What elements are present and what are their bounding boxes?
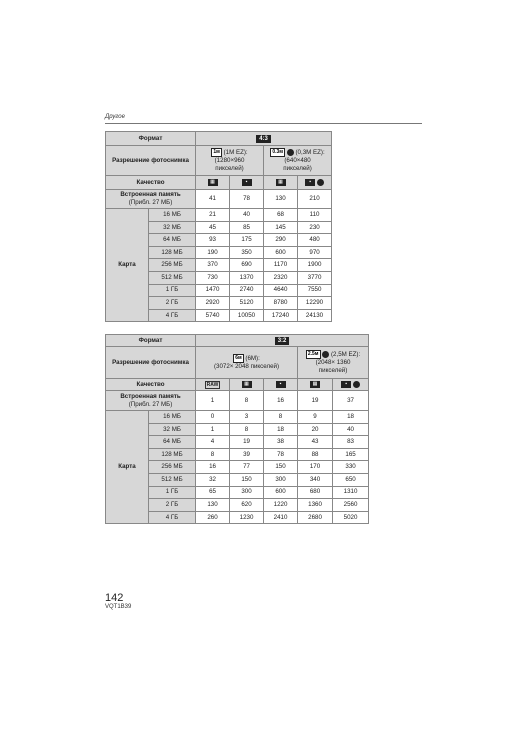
table-cell: 4 <box>196 436 230 449</box>
table-cell: 40 <box>230 209 264 222</box>
table-cell: 150 <box>230 473 264 486</box>
table-cell: 1370 <box>230 271 264 284</box>
table-cell: 2560 <box>333 499 369 512</box>
quality-raw-cell <box>196 379 230 391</box>
table-cell: 78 <box>264 448 298 461</box>
quality-fine-icon: ▦ <box>276 179 286 186</box>
table-cell: 0 <box>196 411 230 424</box>
table-cell: 83 <box>333 436 369 449</box>
res-1m-badge: 1м <box>213 149 220 156</box>
res-6m-badge: 6м <box>235 355 242 362</box>
resolution-1m-cell <box>196 146 264 176</box>
table-cell: 18 <box>264 423 298 436</box>
table-cell: 39 <box>230 448 264 461</box>
builtin-value: 130 <box>264 190 298 209</box>
builtin-value: 210 <box>298 190 332 209</box>
quality-label: Качество <box>106 379 196 391</box>
quality-standard-ez-cell <box>298 176 332 190</box>
table-cell: 77 <box>230 461 264 474</box>
res-03m-text: (0,3M EZ): <box>295 149 325 157</box>
ez-icon <box>317 179 324 186</box>
res-6m-text: (6M): <box>245 355 260 363</box>
card-size: 2 ГБ <box>149 297 196 310</box>
quality-fine-icon: ▦ <box>208 179 218 186</box>
table-cell: 20 <box>298 423 333 436</box>
table-cell: 260 <box>196 511 230 524</box>
header-rule <box>105 123 422 124</box>
quality-fine-cell <box>196 176 230 190</box>
table-cell: 350 <box>230 246 264 259</box>
format-value: 3:2 <box>275 337 290 345</box>
card-label: Карта <box>106 411 149 524</box>
table-cell: 1230 <box>230 511 264 524</box>
card-size: 1 ГБ <box>149 486 196 499</box>
card-size: 512 МБ <box>149 473 196 486</box>
card-size: 16 МБ <box>149 209 196 222</box>
builtin-memory-cell <box>106 391 196 411</box>
card-size: 16 МБ <box>149 411 196 424</box>
table-cell: 16 <box>196 461 230 474</box>
format-value-cell <box>196 132 332 146</box>
quality-fine-icon: ▦ <box>310 381 320 388</box>
card-size: 256 МБ <box>149 259 196 272</box>
table-cell: 4640 <box>264 284 298 297</box>
ez-icon <box>353 381 360 388</box>
table-cell: 43 <box>298 436 333 449</box>
card-size: 32 МБ <box>149 423 196 436</box>
resolution-label: Разрешение фотоснимка <box>106 146 196 176</box>
resolution-label: Разрешение фотоснимка <box>106 347 196 379</box>
table-cell: 290 <box>264 234 298 247</box>
builtin-value: 19 <box>298 391 333 411</box>
builtin-value: 1 <box>196 391 230 411</box>
card-size: 4 ГБ <box>149 511 196 524</box>
builtin-value: 37 <box>333 391 369 411</box>
card-label: Карта <box>106 209 149 322</box>
quality-standard-cell <box>264 379 298 391</box>
table-cell: 1220 <box>264 499 298 512</box>
table-cell: 370 <box>196 259 230 272</box>
resolution-03m-cell <box>264 146 332 176</box>
quality-fine-cell-2 <box>298 379 333 391</box>
card-rows-table2 <box>106 411 369 524</box>
page-number: 142 <box>105 592 124 604</box>
format-label: Формат <box>106 132 196 146</box>
table-cell: 38 <box>264 436 298 449</box>
table-cell: 690 <box>230 259 264 272</box>
res-1m-text: (1M EZ): <box>223 149 248 157</box>
quality-standard-icon: ▪ <box>242 179 252 186</box>
table-cell: 5020 <box>333 511 369 524</box>
table-cell: 9 <box>298 411 333 424</box>
table-cell: 2740 <box>230 284 264 297</box>
quality-standard-icon: ▪ <box>341 381 351 388</box>
table-cell: 7550 <box>298 284 332 297</box>
table-cell: 24130 <box>298 309 332 322</box>
table-cell: 18 <box>333 411 369 424</box>
table-cell: 5120 <box>230 297 264 310</box>
table-cell: 650 <box>333 473 369 486</box>
table-cell: 110 <box>298 209 332 222</box>
format-label: Формат <box>106 335 196 347</box>
table-cell: 145 <box>264 221 298 234</box>
builtin-value: 8 <box>230 391 264 411</box>
table-cell: 85 <box>230 221 264 234</box>
format-value-cell <box>196 335 369 347</box>
table-cell: 600 <box>264 246 298 259</box>
table-cell: 620 <box>230 499 264 512</box>
builtin-memory-sub: (Прибл. 27 МБ) <box>128 400 173 408</box>
table-cell: 19 <box>230 436 264 449</box>
table-cell: 3770 <box>298 271 332 284</box>
table-cell: 300 <box>230 486 264 499</box>
capacity-table-4-3 <box>105 131 332 322</box>
table-cell: 68 <box>264 209 298 222</box>
table-cell: 165 <box>333 448 369 461</box>
resolution-6m-cell <box>196 347 298 379</box>
table-cell: 3 <box>230 411 264 424</box>
card-size: 1 ГБ <box>149 284 196 297</box>
table-cell: 170 <box>298 461 333 474</box>
card-size: 4 ГБ <box>149 309 196 322</box>
table-cell: 65 <box>196 486 230 499</box>
table-cell: 40 <box>333 423 369 436</box>
table-cell: 300 <box>264 473 298 486</box>
table-cell: 480 <box>298 234 332 247</box>
builtin-memory-label: Встроенная память <box>120 392 181 400</box>
table-cell: 970 <box>298 246 332 259</box>
res-1m-dims: (1280×960 <box>214 157 245 165</box>
card-size: 128 МБ <box>149 246 196 259</box>
card-rows-table1 <box>106 209 332 322</box>
table-cell: 1470 <box>196 284 230 297</box>
res-03m-dims: (640×480 <box>284 157 311 165</box>
table-cell: 1360 <box>298 499 333 512</box>
table-cell: 1 <box>196 423 230 436</box>
table-cell: 12290 <box>298 297 332 310</box>
table-cell: 10050 <box>230 309 264 322</box>
res-25m-badge: 2.5м <box>307 351 319 358</box>
builtin-value: 41 <box>196 190 230 209</box>
quality-label: Качество <box>106 176 196 190</box>
table-cell: 2680 <box>298 511 333 524</box>
format-value: 4:3 <box>256 135 271 143</box>
table-cell: 2320 <box>264 271 298 284</box>
table-cell: 2410 <box>264 511 298 524</box>
table-cell: 340 <box>298 473 333 486</box>
res-03m-badge: 0.3м <box>272 149 284 156</box>
table-cell: 680 <box>298 486 333 499</box>
builtin-memory-sub: (Прибл. 27 МБ) <box>128 199 173 206</box>
table-cell: 88 <box>298 448 333 461</box>
card-size: 2 ГБ <box>149 499 196 512</box>
card-size: 256 МБ <box>149 461 196 474</box>
table-cell: 175 <box>230 234 264 247</box>
capacity-table-3-2 <box>105 334 369 524</box>
res-1m-unit: пикселей) <box>215 165 244 172</box>
res-25m-dims: (2048× 1360 <box>315 359 351 367</box>
quality-standard-ez-cell <box>333 379 369 391</box>
table-cell: 190 <box>196 246 230 259</box>
table-cell: 21 <box>196 209 230 222</box>
table-cell: 5740 <box>196 309 230 322</box>
quality-fine-cell-2 <box>264 176 298 190</box>
ez-icon <box>322 351 329 358</box>
res-6m-dims: (3072× 2048 пикселей) <box>213 363 280 371</box>
table-cell: 93 <box>196 234 230 247</box>
quality-fine-cell <box>230 379 264 391</box>
table-cell: 8780 <box>264 297 298 310</box>
res-25m-unit: пикселей) <box>318 367 348 374</box>
table-cell: 45 <box>196 221 230 234</box>
table-cell: 8 <box>264 411 298 424</box>
table-cell: 2920 <box>196 297 230 310</box>
table-cell: 150 <box>264 461 298 474</box>
card-size: 128 МБ <box>149 448 196 461</box>
builtin-memory-label: Встроенная память <box>120 191 181 199</box>
quality-standard-icon: ▪ <box>305 179 315 186</box>
res-03m-unit: пикселей) <box>283 165 312 172</box>
builtin-memory-cell <box>106 190 196 209</box>
card-size: 512 МБ <box>149 271 196 284</box>
table-cell: 1310 <box>333 486 369 499</box>
quality-raw-icon: RAW <box>206 381 219 388</box>
table-cell: 17240 <box>264 309 298 322</box>
quality-fine-icon: ▦ <box>242 381 252 388</box>
table-cell: 1900 <box>298 259 332 272</box>
res-25m-text: (2,5M EZ): <box>330 351 361 359</box>
section-label: Другое <box>105 114 125 120</box>
card-size: 64 МБ <box>149 234 196 247</box>
quality-standard-cell <box>230 176 264 190</box>
card-size: 64 МБ <box>149 436 196 449</box>
ez-icon <box>287 149 294 156</box>
builtin-value: 16 <box>264 391 298 411</box>
table-cell: 600 <box>264 486 298 499</box>
table-cell: 230 <box>298 221 332 234</box>
table-cell: 8 <box>196 448 230 461</box>
table-cell: 32 <box>196 473 230 486</box>
quality-standard-icon: ▪ <box>276 381 286 388</box>
table-cell: 130 <box>196 499 230 512</box>
table-cell: 1170 <box>264 259 298 272</box>
table-cell: 8 <box>230 423 264 436</box>
card-size: 32 МБ <box>149 221 196 234</box>
document-code: VQT1B39 <box>105 604 132 610</box>
table-cell: 730 <box>196 271 230 284</box>
table-cell: 330 <box>333 461 369 474</box>
resolution-25m-cell <box>298 347 369 379</box>
builtin-value: 78 <box>230 190 264 209</box>
